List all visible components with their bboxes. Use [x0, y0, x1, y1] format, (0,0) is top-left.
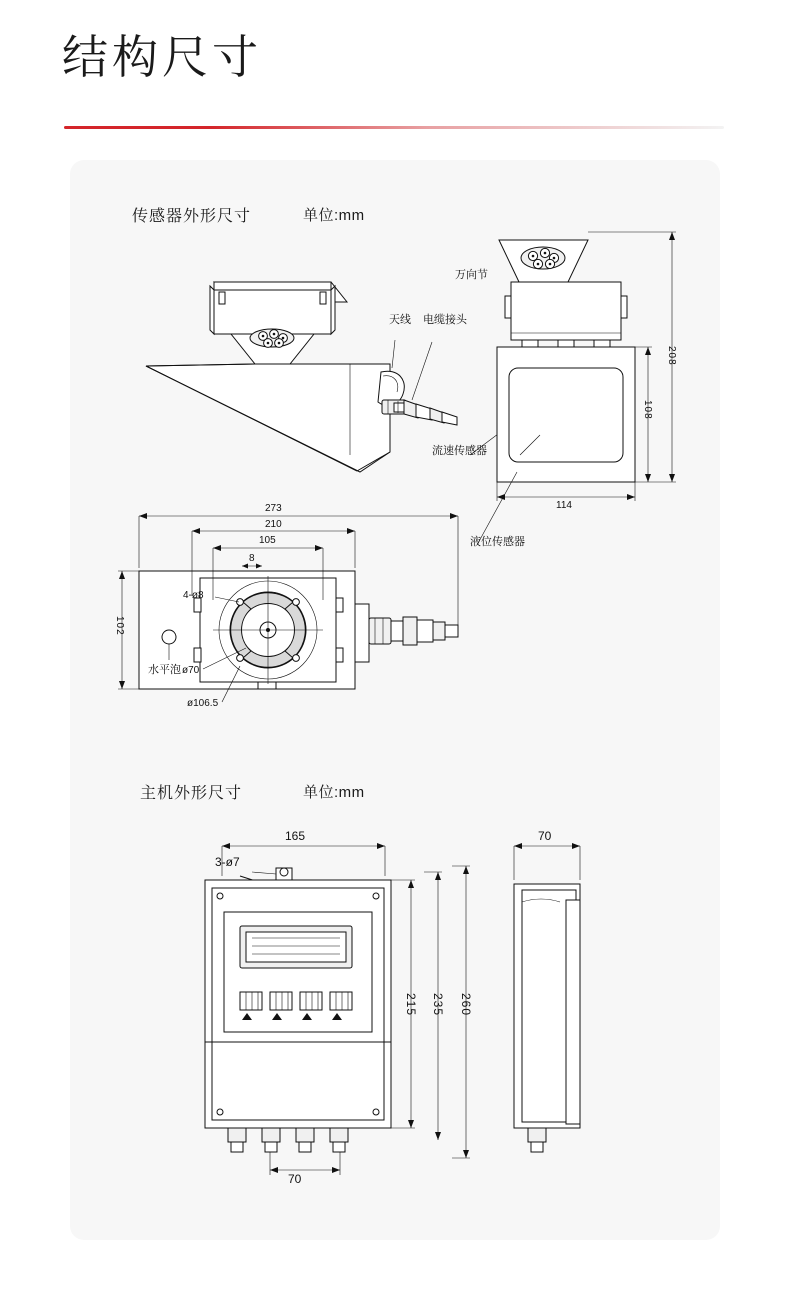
dim-d70: ø70: [182, 665, 200, 676]
dim-114: 114: [556, 500, 572, 511]
host-dim-215: 215: [404, 993, 418, 1017]
dim-d106-5: ø106.5: [187, 698, 219, 709]
dim-208: 208: [666, 346, 677, 366]
callout-bubble-level: 水平泡: [148, 664, 181, 676]
callout-velocity-sensor: 流速传感器: [432, 445, 487, 457]
host-section-unit: 单位:mm: [303, 784, 365, 801]
dim-8: 8: [249, 553, 255, 564]
sensor-front-view: [477, 232, 676, 545]
dim-105: 105: [259, 535, 276, 546]
host-dim-3-d7: 3-ø7: [215, 855, 240, 869]
callout-cable-connector: 电缆接头: [423, 314, 467, 326]
host-dim-70-bottom: 70: [288, 1172, 302, 1186]
host-side-view: [514, 843, 580, 1152]
page-title: 结构尺寸: [62, 31, 262, 83]
host-dim-165: 165: [285, 829, 306, 843]
callout-level-sensor: 液位传感器: [470, 536, 525, 548]
host-dim-260: 260: [459, 993, 473, 1017]
host-dim-70-depth: 70: [538, 829, 552, 843]
callout-antenna: 天线: [389, 314, 411, 326]
dim-102: 102: [114, 616, 125, 636]
host-section-heading: 主机外形尺寸: [140, 785, 243, 802]
dim-210: 210: [265, 519, 282, 530]
callout-universal-joint: 万向节: [455, 269, 488, 281]
host-dim-235: 235: [431, 993, 445, 1017]
dim-4-d8: 4-ø8: [183, 590, 204, 601]
dim-273: 273: [265, 503, 282, 514]
sensor-section-heading: 传感器外形尺寸: [132, 208, 252, 225]
sensor-section-unit: 单位:mm: [303, 207, 365, 224]
dim-108: 108: [642, 400, 653, 420]
